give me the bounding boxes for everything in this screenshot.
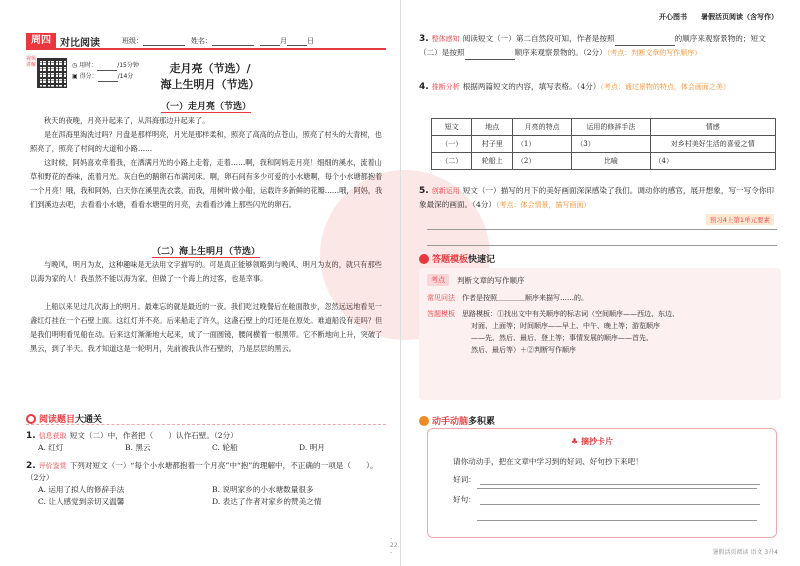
q2-option-d[interactable]: D. 表达了作者对家乡的赞美之情 bbox=[212, 497, 322, 506]
q2-option-b[interactable]: B. 说明家乡的小水塘数量很多 bbox=[212, 485, 314, 494]
table-row bbox=[432, 136, 776, 153]
question-5 bbox=[419, 184, 779, 212]
table-cell: 比喻 bbox=[572, 153, 650, 170]
table-header-row bbox=[432, 119, 776, 136]
time-value: /15分钟 bbox=[117, 62, 139, 69]
q3-text-2: 的顺序来观察景物的；短文（二）是按照 bbox=[419, 34, 766, 57]
preview-tag: 预习4上第1单元要素 bbox=[706, 214, 774, 225]
unit-title: 对比阅读 bbox=[60, 37, 100, 49]
footer-text: 暑假活页阅读 语文 3升4 bbox=[712, 549, 778, 556]
sentence-label: 好句： bbox=[453, 495, 476, 504]
section-title-1-text: （一）走月亮（节选） bbox=[160, 102, 251, 112]
q2-number: 2. bbox=[26, 461, 36, 471]
th-moon: 月亮的特点 bbox=[512, 119, 571, 136]
q2-tag: 评价鉴赏 bbox=[38, 462, 67, 470]
q4-tag: 推断分析 bbox=[431, 83, 460, 91]
word-line-2[interactable] bbox=[477, 488, 757, 489]
article-title-1: 走月亮（节选）/ bbox=[169, 62, 251, 75]
q3-number: 3. bbox=[419, 34, 429, 44]
card-heading: ♣ 摘抄卡片 bbox=[571, 436, 613, 446]
day-label: 日 bbox=[307, 37, 314, 45]
table-cell: 村子里 bbox=[472, 136, 512, 153]
quiz-divider bbox=[26, 424, 386, 425]
mb-line-1: 思路模板：①找出文中有关顺序的标志词（空间顺序——西边、东边、 bbox=[462, 310, 679, 318]
bulb-icon bbox=[419, 416, 429, 426]
answer-template bbox=[427, 308, 679, 356]
cw-text: 作者是按照＿＿＿＿顺序来描写……的。 bbox=[462, 294, 588, 302]
q3-text-1: 阅读短文（一）第二自然段可知，作者是按照 bbox=[462, 34, 615, 43]
q1-option-c[interactable]: C. 轮船 bbox=[212, 443, 238, 452]
common-question bbox=[427, 292, 588, 304]
activity-title-highlight: 动手动脑 bbox=[432, 417, 469, 427]
question-4 bbox=[419, 80, 779, 94]
month-field[interactable] bbox=[260, 38, 280, 46]
answer-line[interactable] bbox=[427, 230, 777, 246]
section-title-2-text: （二）海上生明月（节选） bbox=[151, 247, 260, 257]
th-rhetoric: 运用的修辞手法 bbox=[572, 119, 650, 136]
answer-table bbox=[431, 118, 776, 170]
table-cell: 对乡村美好生活的喜爱之情 bbox=[650, 136, 775, 153]
q3-hint: （考点：判断文章的写作顺序） bbox=[606, 49, 702, 57]
q5-hint: （考点：体会情景，描写画面） bbox=[495, 201, 591, 209]
sentence-line-2[interactable] bbox=[477, 520, 757, 521]
activity-title bbox=[419, 414, 495, 427]
question-2 bbox=[26, 460, 386, 508]
cw-label: 常见问法 bbox=[427, 294, 455, 302]
q2-option-a[interactable]: A. 运用了拟人的修辞手法 bbox=[38, 485, 125, 494]
q4-number: 4. bbox=[419, 82, 429, 92]
name-field[interactable] bbox=[212, 38, 254, 46]
table-cell-blank[interactable]: （3） bbox=[572, 136, 650, 153]
month-label: 月 bbox=[280, 37, 287, 45]
table-cell-blank[interactable]: （1） bbox=[512, 136, 571, 153]
day-field[interactable] bbox=[287, 38, 307, 46]
table-cell: 轮船上 bbox=[472, 153, 512, 170]
mb-line-4: 然后、最后等）＋②判断写作顺序 bbox=[471, 346, 576, 354]
q5-text: 短文（一）描写的月下的美好画面深深感染了我们。调动你的感官，展开想象，写一写令你印象最深的画面。（4分） bbox=[419, 186, 775, 209]
template-title-highlight: 答题模板 bbox=[432, 255, 469, 265]
question-1 bbox=[26, 430, 386, 454]
magnifier-icon bbox=[26, 414, 36, 424]
video-tag: 视频讲解 bbox=[26, 56, 37, 68]
q3-blank-2[interactable] bbox=[465, 52, 515, 60]
q5-answer-lines[interactable] bbox=[427, 214, 777, 246]
class-field[interactable] bbox=[143, 38, 185, 46]
time-label: 用时： bbox=[79, 62, 98, 69]
book-title: 暑假活页阅读（含写作） bbox=[701, 13, 778, 21]
q4-hint: （考点：通过景物的特点，体会画面之美） bbox=[600, 83, 730, 91]
template-title bbox=[419, 252, 495, 265]
table-cell: （二） bbox=[432, 153, 472, 170]
check-icon bbox=[419, 254, 429, 264]
q3-text-3: 顺序来观察景物的。（2分） bbox=[514, 48, 607, 57]
table-row bbox=[432, 153, 776, 170]
kd-label: 考点 bbox=[427, 274, 449, 286]
q5-tag: 创新运用 bbox=[431, 187, 460, 195]
paragraph-1: 秋天的夜晚，月亮升起来了，从洱海那边升起来了。 bbox=[44, 116, 210, 125]
q2-text: 下列对短文（一）“每个小水塘都抱着一个月亮”中“抱”的理解中，不正确的一项是（ ）。（2分） bbox=[26, 461, 378, 482]
q1-option-d[interactable]: D. 明月 bbox=[299, 443, 325, 452]
score-value: /14分 bbox=[117, 73, 134, 80]
mb-line-3: ——先、然后、最后、登上等；事情发展的顺序——首先、 bbox=[471, 334, 653, 342]
card-instruction: 请你动动手，把在文章中学习到的好词、好句抄下来吧！ bbox=[453, 457, 643, 466]
table-cell-blank[interactable]: （4） bbox=[650, 153, 775, 170]
qr-code-icon[interactable] bbox=[37, 58, 67, 88]
q1-option-b[interactable]: B. 黑云 bbox=[125, 443, 151, 452]
paragraph-3: 这时候，阿妈喜欢牵着我，在洒满月光的小路上走着，走着……啊，我和阿妈走月亮！细细的溪水，流着山草和野花的香味，流着月光。灰白色的鹅卵石布满河床。啊，卵石间有多少可爱的小水塘啊，每个小水塘都抱着一个月亮！哦，我和阿妈，白天你在溪里洗衣裳，而我，用树叶做小船，运载许多新鲜的花瓣……哦，阿妈，我们到溪边去吧，去看看小水塘，看看水塘里的月亮，去看看沙滩上那些闪光的卵石。 bbox=[30, 158, 383, 209]
q2-option-c[interactable]: C. 让人感觉到亲切又温馨 bbox=[38, 497, 125, 506]
q1-option-a[interactable]: A. 红灯 bbox=[38, 443, 64, 452]
class-label: 班级： bbox=[122, 37, 143, 45]
score-label: 得分： bbox=[79, 73, 98, 80]
q3-blank-1[interactable] bbox=[615, 38, 675, 46]
card-heading-text: 摘抄卡片 bbox=[580, 436, 613, 446]
mb-label: 答题模板 bbox=[427, 310, 455, 318]
q3-tag: 整体感知 bbox=[431, 35, 460, 43]
paragraph-5: 上船以来见过几次海上的明月。最难忘的就是最近的一夜。我们吃过晚餐后在舱面散步，忽然远远地看见一盏红灯挂在一个石壁上面。这红灯并不亮。后来船走了许久，这盏石壁上的灯还是在原处。难道船没有走吗？但是我们明明看见船在动。后来这灯渐渐地大起来，成了一面圆镜，腰间横着一根黑带。它不断地向上升，突破了黑云，到了半天。我才知道这是一轮明月，先前被我认作石壁的，乃是层层的黑云。 bbox=[30, 302, 383, 353]
template-title-rest: 快速记 bbox=[468, 255, 496, 265]
table-cell: （一） bbox=[432, 136, 472, 153]
clock-icon: ◷ bbox=[72, 62, 78, 69]
student-fields bbox=[122, 36, 314, 46]
word-row bbox=[453, 474, 760, 485]
q1-number: 1. bbox=[26, 431, 36, 441]
unit-badge: 周四 bbox=[26, 33, 56, 49]
word-line[interactable] bbox=[480, 475, 760, 485]
name-label: 姓名： bbox=[191, 37, 212, 45]
score-icon: ▣ bbox=[72, 73, 78, 80]
brand-name: 开心图书 bbox=[659, 13, 687, 21]
mb-line-2: 对面、上面等；时间顺序——早上、中午、晚上等；游览顺序 bbox=[471, 322, 660, 330]
quiz-title-rest: 大通关 bbox=[75, 415, 103, 425]
section-title-1 bbox=[26, 99, 386, 112]
sentence-line[interactable] bbox=[480, 495, 760, 505]
table-cell-blank[interactable]: （2） bbox=[512, 153, 571, 170]
q5-number: 5. bbox=[419, 186, 429, 196]
unit-header bbox=[26, 34, 386, 50]
word-label: 好词： bbox=[453, 475, 476, 484]
q4-text: 根据两篇短文的内容，填写表格。（4分） bbox=[462, 82, 601, 91]
q1-tag: 信息获取 bbox=[38, 432, 67, 440]
right-header bbox=[659, 12, 778, 22]
paragraph-4: 与晚风，明月为友，这种趣味是无法用文字描写的。可是真正能够领略到与晚风、明月为友的，就只有那些以海为家的人！我虽然不能以海为家，但做了一个海上的过客，也是幸事。 bbox=[30, 260, 382, 283]
right-page bbox=[400, 0, 800, 566]
quiz-title-highlight: 阅读题目 bbox=[39, 415, 76, 425]
th-text: 短文 bbox=[432, 119, 472, 136]
th-place: 地点 bbox=[472, 119, 512, 136]
q1-text: 短文（二）中，作者把（ ）认作石壁。（2分） bbox=[69, 431, 238, 440]
kd-text: 判断文章的写作顺序 bbox=[457, 276, 525, 285]
paragraph-2: 是在洱海里淘洗过吗？月盘是那样明亮，月光是那样柔和，照亮了高高的点苍山，照亮了村头的大青树，也照亮了，照亮了村间的大道和小路…… bbox=[30, 130, 382, 153]
th-emotion: 情感 bbox=[650, 119, 775, 136]
activity-title-rest: 多积累 bbox=[468, 417, 496, 427]
answer-line[interactable] bbox=[427, 214, 777, 230]
sentence-row bbox=[453, 494, 760, 505]
article-title-2: 海上生明月（节选） bbox=[160, 78, 260, 91]
page-number: - 22 - bbox=[390, 535, 398, 556]
question-3 bbox=[419, 32, 779, 60]
